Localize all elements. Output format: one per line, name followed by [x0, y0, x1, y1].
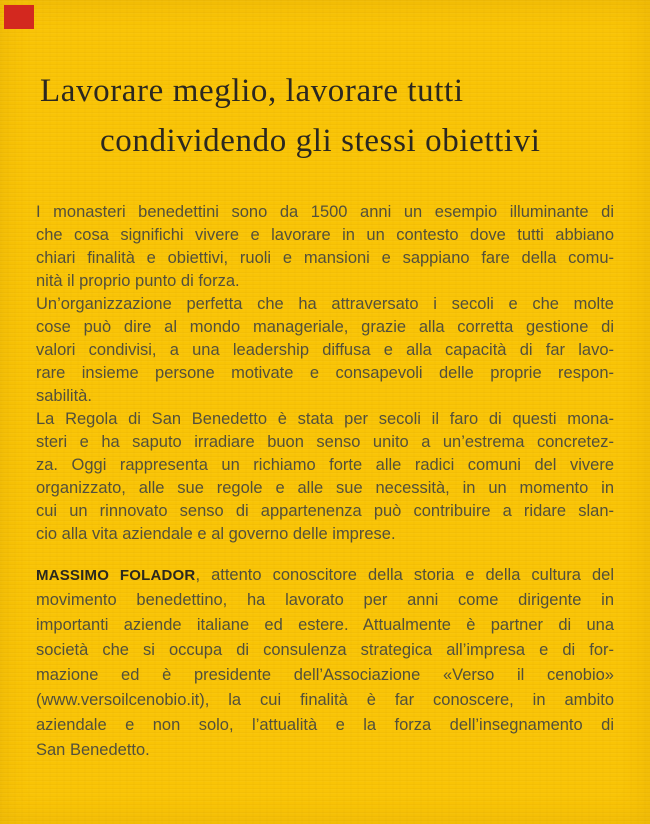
title-line-2: condividendo gli stessi obiettivi	[100, 123, 541, 159]
book-title	[40, 66, 630, 166]
red-square-mark	[4, 5, 34, 29]
text-line: cui un rinnovato senso di appartenenza può contribuire a ridare slan-	[36, 502, 614, 520]
text-line: mazione ed è presidente dell’Associazione «Verso il cenobio»	[36, 666, 614, 684]
text-line: La Regola di San Benedetto è stata per secoli il faro di questi mona-	[36, 410, 614, 428]
text-line: nità il proprio punto di forza.	[36, 272, 240, 290]
author-name: MASSIMO FOLADOR	[36, 567, 196, 584]
text-line: rare insieme persone motivate e consapevoli delle proprie respon-	[36, 364, 614, 382]
text-line: importanti aziende italiane ed estere. Attualmente è partner di una	[36, 616, 614, 634]
text-line: organizzato, alle sue regole e alle sue necessità, in un momento in	[36, 479, 614, 497]
title-line-1: Lavorare meglio, lavorare tutti	[40, 73, 464, 109]
author-bio	[36, 563, 614, 763]
text-line: Un’organizzazione perfetta che ha attraversato i secoli e che molte	[36, 295, 614, 313]
bio-line-rest: , attento conoscitore della storia e della cultura del	[195, 566, 614, 584]
synopsis-text	[36, 201, 614, 546]
text-line: steri e ha saputo irradiare buon senso unito a un’estrema concretez-	[36, 433, 614, 451]
text-line: sabilità.	[36, 387, 92, 405]
text-line: società che si occupa di consulenza strategica all’impresa e di for-	[36, 641, 614, 659]
text-line: che cosa significhi vivere e lavorare in un contesto dove tutti abbiano	[36, 226, 614, 244]
text-line	[36, 563, 614, 588]
text-line: movimento benedettino, ha lavorato per anni come dirigente in	[36, 591, 614, 609]
text-line: chiari finalità e obiettivi, ruoli e mansioni e sappiano fare della comu-	[36, 249, 614, 267]
text-line: San Benedetto.	[36, 741, 150, 759]
text-line: (www.versoilcenobio.it), la cui finalità è far conoscere, in ambito	[36, 691, 614, 709]
text-line: cose può dire al mondo manageriale, grazie alla corretta gestione di	[36, 318, 614, 336]
text-line: cio alla vita aziendale e al governo delle imprese.	[36, 525, 396, 543]
text-line: I monasteri benedettini sono da 1500 anni un esempio illuminante di	[36, 203, 614, 221]
text-line: za. Oggi rappresenta un richiamo forte alle radici comuni del vivere	[36, 456, 614, 474]
text-line: valori condivisi, a una leadership diffusa e alla capacità di far lavo-	[36, 341, 614, 359]
text-line: aziendale e non solo, l’attualità e la forza dell’insegnamento di	[36, 716, 614, 734]
